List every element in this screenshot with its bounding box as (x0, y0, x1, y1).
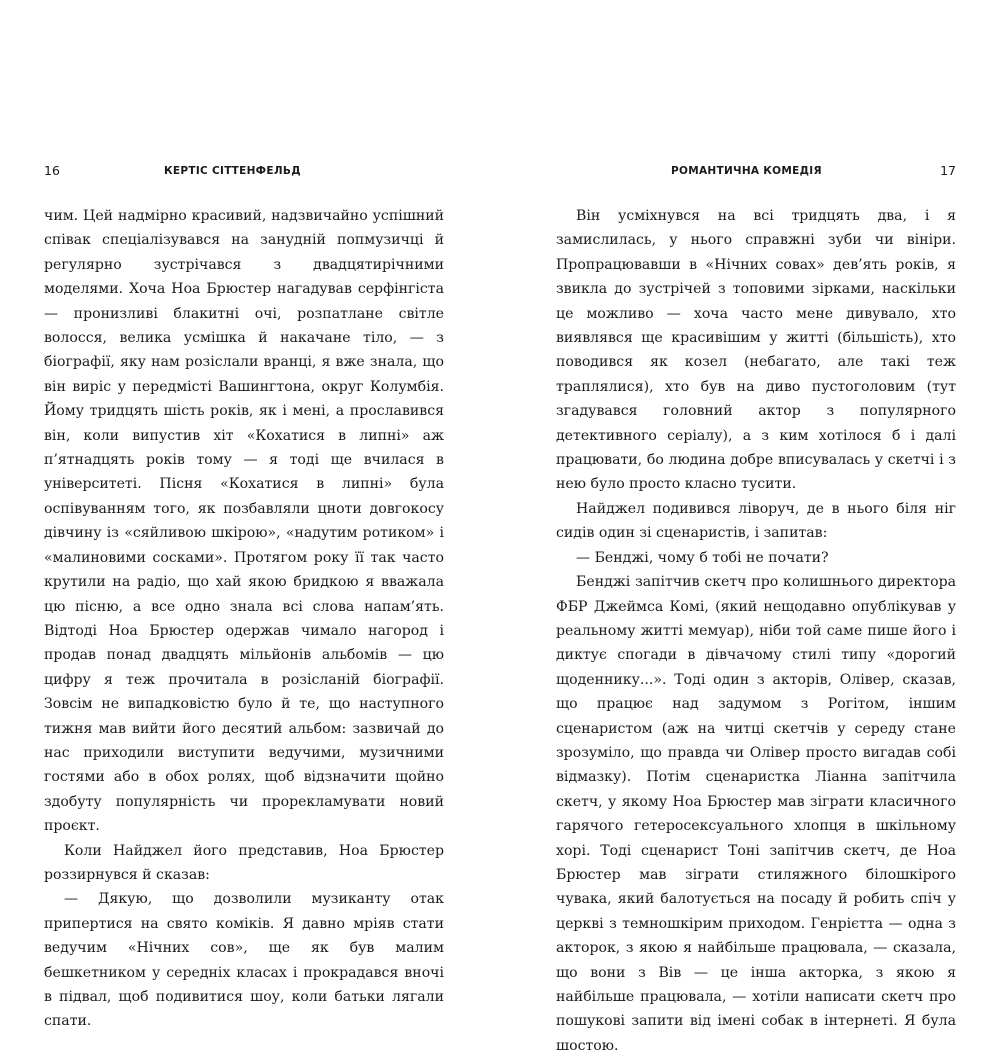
left-page-number: 16 (44, 163, 60, 178)
right-page-number: 17 (940, 163, 956, 178)
paragraph: Найджел подивився ліворуч, де в нього біля ніг сидів один зі сценаристів, і запитав: (556, 500, 956, 542)
right-page-text (556, 204, 956, 1058)
paragraph: чим. Цей надмірно красивий, надзвичайно успішний співак спеціалізувався на занудній попмузичці й регулярно зустрічався з двадцятирічними моделями. Хоча Ноа Брюстер нагадував серфінгіста — пронизливі блакитні очі, розпатлане світле волосся, велика усмішка й накачане тіло, — з біографії, яку нам розіслали вранці, я вже знала, що він виріс у передмісті Вашингтона, округ Колумбія. Йому тридцять шість років, як і мені, а прославився він, коли випустив хіт «Кохатися в липні» аж п’ятнадцять років тому — я тоді ще вчилася в університеті. Пісня «Кохатися в липні» була оспівуванням того, як позбавляли цноти довгокосу дівчину із «сяйливою шкірою», «надутим ротиком» і «малиновими сосками». Протягом року її так часто крутили на радіо, що хай якою бридкою я вважала цю пісню, а все одно знала всі слова напам’ять. Відтоді Ноа Брюстер одержав чимало нагород і продав понад двадцять мільйонів альбомів — цю цифру я теж прочитала в розісланій біографії. Зовсім не випадковістю було й те, що наступного тижня мав вийти його десятий альбом: зазвичай до нас приходили виступити ведучими, музичними гостями або в обох ролях, щоб відзначити щойно здобуту популярність чи прорекламувати новий проєкт. (44, 208, 444, 835)
right-running-title: РОМАНТИЧНА КОМЕДІЯ (671, 165, 822, 177)
right-running-head (556, 160, 956, 182)
paragraph: Коли Найджел його представив, Ноа Брюстер роззирнувся й сказав: (44, 842, 444, 883)
left-running-title: КЕРТІС СІТТЕНФЕЛЬД (164, 165, 301, 177)
left-page-text (44, 204, 444, 1034)
paragraph: Він усміхнувся на всі тридцять два, і я замислилась, у нього справжні зуби чи вініри. Пропрацювавши в «Нічних совах» дев’ять років, я звикла до зустрічей з топовими зірками, наскільки це можливо — хоча часто мене дивувало, хто виявлявся ще красивішим у житті (більшість), хто поводився як козел (небагато, але такі теж траплялися), хто був на диво пустоголовим (тут згадувався головний актор з популярного детективного серіалу), а з ким хотілося б і далі працювати, бо людина добре вписувалась у скетчі і з нею було просто класно тусити. (556, 208, 956, 493)
left-page (44, 160, 444, 1034)
right-page (556, 160, 956, 1058)
paragraph: — Бенджі, чому б тобі не почати? (576, 549, 829, 566)
paragraph: — Дякую, що дозволили музиканту отак припертися на свято коміків. Я давно мріяв стати ведучим «Нічних сов», ще як був малим бешкетником у середніх класах і прокрадався вночі в підвал, щоб подивитися шоу, коли батьки лягали спати. (44, 891, 444, 1030)
paragraph: Бенджі запітчив скетч про колишнього директора ФБР Джеймса Комі, (який нещодавно опублікував у реальному житті мемуар), ніби той саме пише його і диктує спогади в дівчачому стилі типу «дорогий щоденнику...». Тоді один з акторів, Олівер, сказав, що працює над задумом з Рогітом, іншим сценаристом (аж на читці скетчів у середу стане зрозуміло, що правда чи Олівер просто вигадав собі відмазку). Потім сценаристка Ліанна запітчила скетч, у якому Ноа Брюстер мав зіграти класичного гарячого гетеросексуального хлопця в шкільному хорі. Тоді сценарист Тоні запітчив скетч, де Ноа Брюстер мав зіграти стиляжного білошкірого чувака, який балотується на посаду й робить спіч у церкві з темношкірим приходом. Генрієтта — одна з акторок, з якою я найбільше працювала, — сказала, що вони з Вів — це інша акторка, з якою я найбільше працювала, — хотіли написати скетч про пошукові запити від імені собак в інтернеті. Я була шостою. (556, 574, 956, 1054)
left-running-head (44, 160, 444, 182)
